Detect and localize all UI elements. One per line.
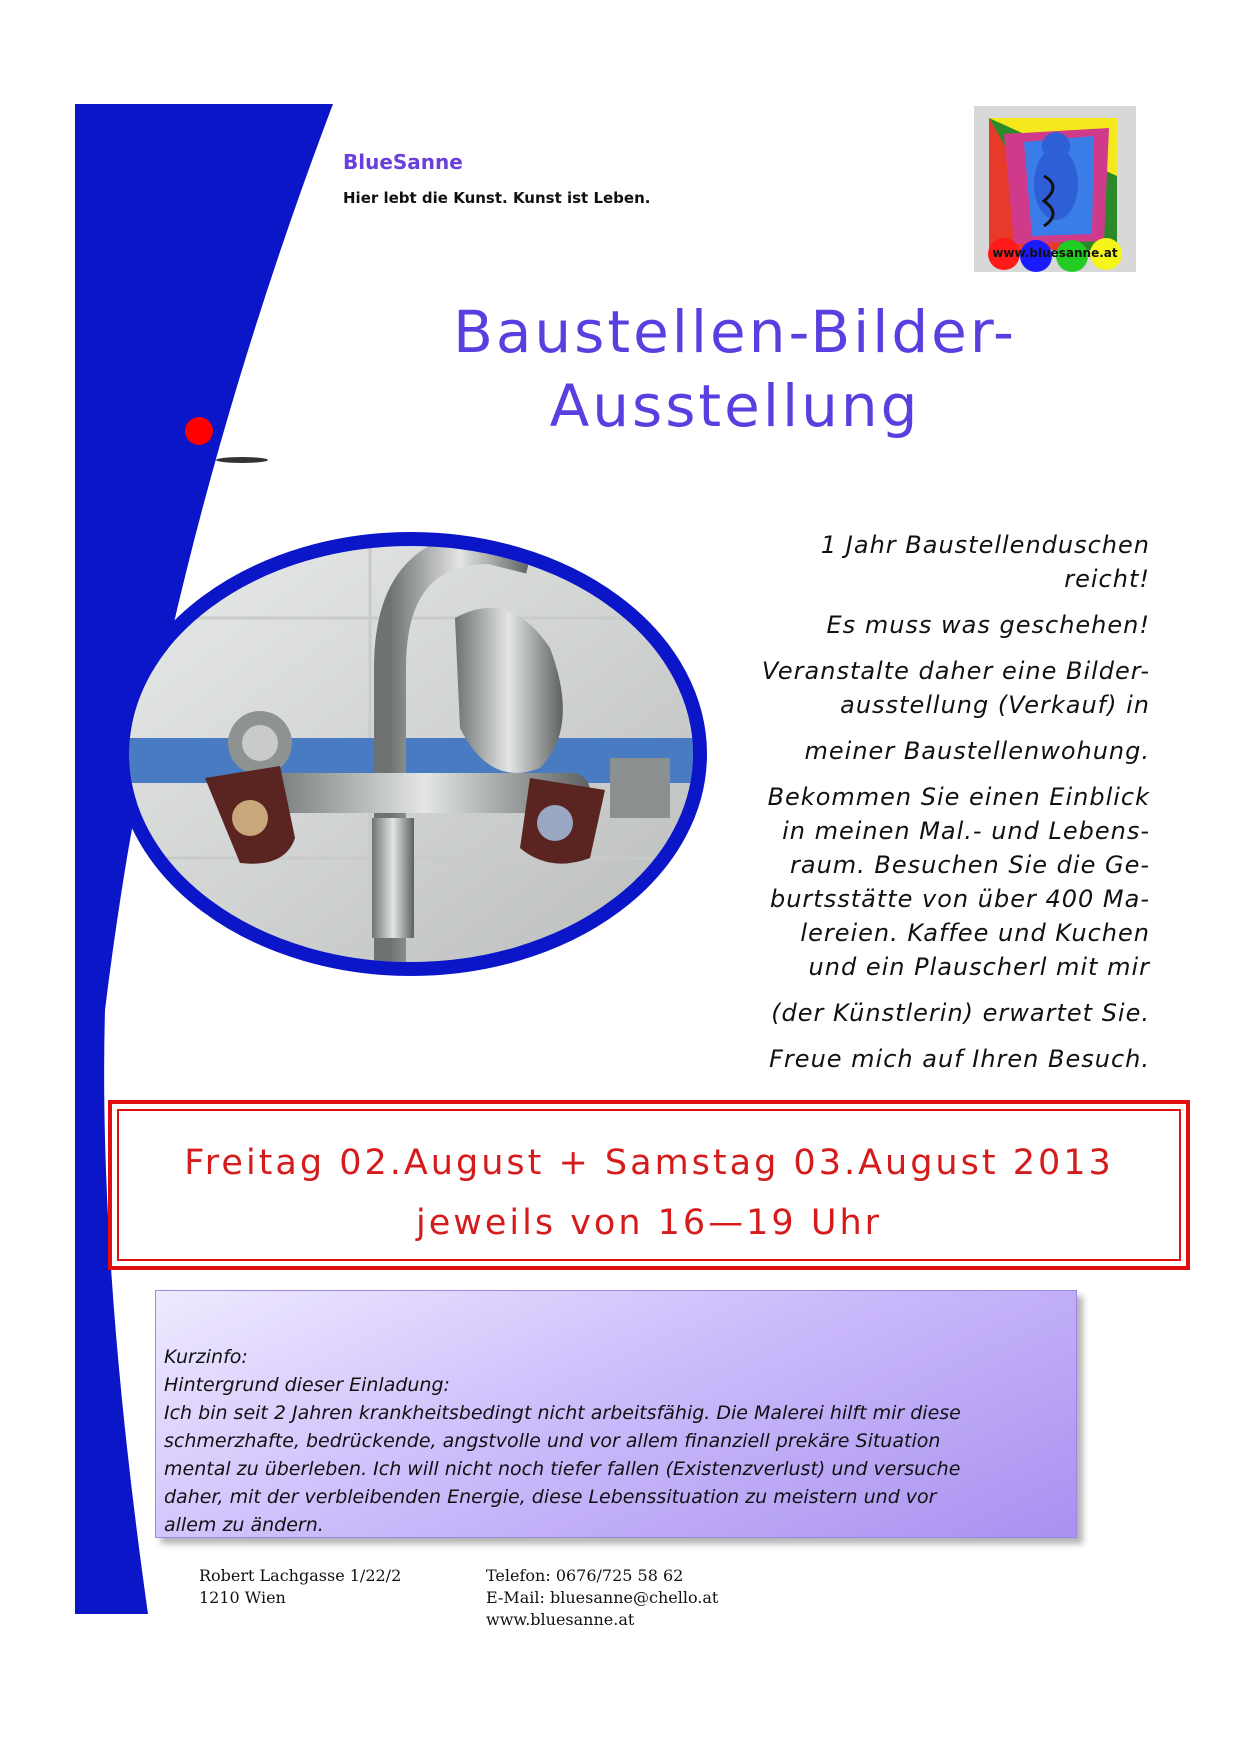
footer-phone: Telefon: 0676/725 58 62 xyxy=(486,1566,684,1585)
invitation-line: lereien. Kaffee und Kuchen xyxy=(800,919,1150,947)
footer-web: www.bluesanne.at xyxy=(486,1610,635,1629)
info-line: Kurzinfo: xyxy=(164,1346,248,1368)
footer-city: 1210 Wien xyxy=(199,1588,286,1607)
invitation-line: Veranstalte daher eine Bilder- xyxy=(761,657,1150,685)
invitation-paragraph xyxy=(700,1042,1150,1076)
invitation-line: 1 Jahr Baustellenduschen xyxy=(820,531,1150,559)
info-line: schmerzhafte, bedrückende, angstvolle und vor allem finanziell prekäre Situation xyxy=(164,1430,941,1452)
event-date-inner xyxy=(117,1109,1181,1261)
footer-contact xyxy=(486,1565,718,1631)
invitation-paragraph xyxy=(700,528,1150,596)
page-title xyxy=(330,295,1140,443)
info-line: Ich bin seit 2 Jahren krankheitsbedingt nicht arbeitsfähig. Die Malerei hilft mir diese xyxy=(164,1402,961,1424)
brand-name: BlueSanne xyxy=(343,150,463,174)
invitation-paragraph xyxy=(700,996,1150,1030)
invitation-line: reicht! xyxy=(1064,565,1150,593)
event-times: jeweils von 16—19 Uhr xyxy=(415,1203,883,1243)
invitation-paragraph xyxy=(700,654,1150,722)
invitation-line: burtsstätte von über 400 Ma- xyxy=(769,885,1150,913)
footer-street: Robert Lachgasse 1/22/2 xyxy=(199,1566,402,1585)
footer-email: E-Mail: bluesanne@chello.at xyxy=(486,1588,719,1607)
invitation-line: (der Künstlerin) erwartet Sie. xyxy=(771,999,1150,1027)
info-line: daher, mit der verbleibenden Energie, diese Lebenssituation zu meistern und vor xyxy=(164,1486,937,1508)
invitation-line: raum. Besuchen Sie die Ge- xyxy=(790,851,1150,879)
invitation-line: und ein Plauscherl mit mir xyxy=(808,953,1150,981)
info-box xyxy=(155,1290,1077,1538)
event-dates: Freitag 02.August + Samstag 03.August 2013 xyxy=(184,1143,1114,1183)
invitation-line: in meinen Mal.- und Lebens- xyxy=(782,817,1150,845)
brand-tagline: Hier lebt die Kunst. Kunst ist Leben. xyxy=(343,189,651,207)
invitation-line: Bekommen Sie einen Einblick xyxy=(767,783,1150,811)
logo-url: www.bluesanne.at xyxy=(992,246,1118,260)
info-line: mental zu überleben. Ich will nicht noch tiefer fallen (Existenzverlust) und versuche xyxy=(164,1458,961,1480)
faucet-photo xyxy=(110,528,712,981)
invitation-paragraph xyxy=(700,608,1150,642)
invitation-paragraph xyxy=(700,780,1150,984)
invitation-line: Freue mich auf Ihren Besuch. xyxy=(769,1045,1150,1073)
red-dot xyxy=(185,417,213,445)
footer-address xyxy=(199,1565,401,1609)
info-line: allem zu ändern. xyxy=(164,1514,324,1536)
invitation-line: meiner Baustellenwohung. xyxy=(804,737,1150,765)
dot-shadow xyxy=(216,457,268,463)
invitation-line: Es muss was geschehen! xyxy=(826,611,1150,639)
title-line-1: Baustellen-Bilder- xyxy=(453,298,1017,366)
event-date-box xyxy=(108,1100,1190,1270)
invitation-text xyxy=(700,528,1150,1088)
invitation-paragraph xyxy=(700,734,1150,768)
invitation-line: ausstellung (Verkauf) in xyxy=(840,691,1150,719)
bluesanne-logo xyxy=(974,106,1136,272)
title-line-2: Ausstellung xyxy=(549,372,921,440)
info-line: Hintergrund dieser Einladung: xyxy=(164,1374,450,1396)
